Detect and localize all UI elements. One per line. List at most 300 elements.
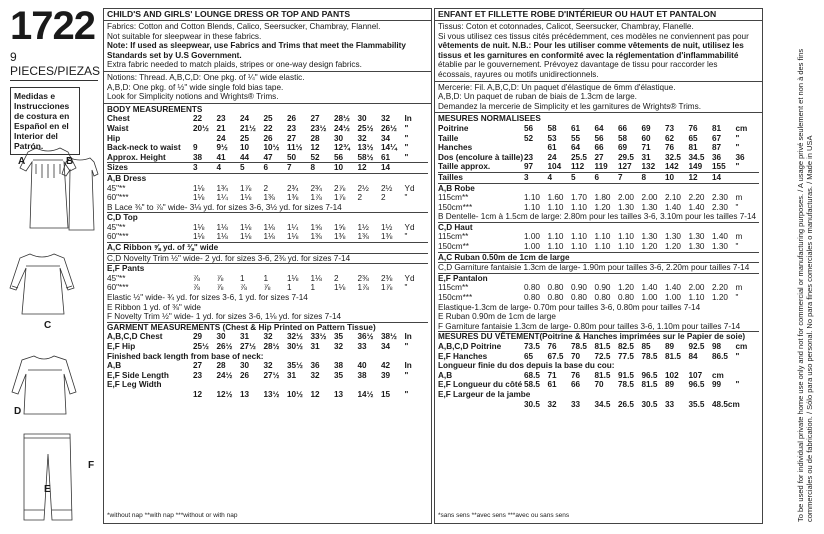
table-cell: 1.10	[547, 232, 564, 242]
table-cell: 13½	[263, 389, 280, 399]
table-cell: 30½	[287, 342, 303, 351]
table-cell	[624, 390, 648, 400]
table-cell: "	[404, 232, 408, 242]
notion-line: A,B,D: One pkg. of ½" wide single fold bias tape.	[107, 82, 284, 92]
pants-note: E Ruban 0.90m de 1cm de large	[438, 312, 556, 322]
table-cell: 1⅛	[287, 232, 299, 242]
table-cell: 0.80	[524, 283, 540, 293]
table-cell: ⅞	[263, 283, 271, 293]
fabric-line: Note: If used as sleepwear, use Fabrics and Trims that meet the Flammability	[107, 41, 406, 51]
table-cell: 1.60	[547, 193, 564, 203]
table-cell: 1.30	[665, 232, 681, 242]
table-subheader: Longueur finie du dos depuis la base du cou:	[438, 361, 615, 371]
notion-line: A,B,D: Un paquet de ruban de biais de 1.3cm de large.	[438, 92, 637, 102]
table-cell: 12	[688, 172, 698, 182]
body-measurements-table	[107, 105, 428, 163]
table-row	[438, 293, 759, 303]
row-values	[193, 163, 428, 173]
table-row	[438, 162, 759, 172]
table-cell: 1.40	[712, 232, 728, 242]
table-cell: 23	[287, 123, 297, 133]
table-cell: 2.10	[665, 193, 681, 203]
table-cell: 1⅝	[334, 222, 346, 232]
table-row	[438, 400, 759, 410]
table-cell: 32	[334, 342, 344, 351]
english-footnote: *without nap **with nap ***without or with nap	[107, 512, 238, 520]
table-cell: 1⅛	[240, 222, 252, 232]
table-cell: 1.70	[571, 193, 587, 203]
table-cell: 26½	[216, 342, 233, 351]
table-cell: 98	[712, 342, 722, 351]
table-cell: 26.5	[618, 399, 634, 409]
table-row	[107, 332, 428, 342]
table-cell: 1⅞	[310, 193, 322, 203]
fabric-line: écossais, rayures ou motifs unidirectionnels.	[438, 69, 599, 79]
table-cell: 82.5	[618, 342, 634, 351]
table-subheader: Finished back length from base of neck:	[107, 351, 264, 361]
table-row	[107, 124, 428, 134]
table-cell: 27	[193, 361, 203, 371]
table-cell	[524, 143, 548, 153]
table-cell: 41	[216, 152, 226, 162]
table-cell: 1⅛	[310, 273, 322, 283]
table-cell: 0.90	[571, 283, 587, 293]
table-cell: 1.10	[618, 242, 634, 252]
table-cell: 1.80	[594, 193, 611, 203]
table-cell: 1⅛	[193, 183, 205, 193]
table-cell: 35	[334, 332, 344, 342]
table-cell	[648, 390, 672, 400]
table-cell: 1.40	[641, 283, 658, 293]
sketch-letter-c: C	[44, 320, 52, 331]
table-row	[438, 153, 759, 163]
table-cell: 3	[524, 172, 529, 182]
row-values	[524, 203, 759, 213]
table-cell: 31	[641, 152, 651, 162]
table-cell: 119	[594, 162, 608, 172]
table-cell: 67.5	[547, 351, 564, 361]
row-label	[438, 400, 524, 410]
english-fabrics	[104, 21, 431, 72]
table-cell: 81.5	[665, 351, 681, 361]
table-cell: 1⅜	[287, 193, 299, 203]
table-cell	[736, 400, 760, 410]
pants-note: E Ribbon 1 yd. of ⅜" wide	[107, 302, 201, 312]
table-cell: 28½	[263, 342, 280, 351]
row-label: 150cm***	[438, 202, 473, 212]
table-row	[438, 203, 759, 213]
table-cell: 8	[641, 172, 647, 182]
row-label: 150cm**	[438, 242, 469, 252]
table-cell: 52	[524, 133, 534, 143]
table-cell: 77.5	[618, 351, 634, 361]
table-cell: 1.00	[665, 293, 681, 303]
table-cell: 81.5	[594, 342, 611, 351]
sketch-letter-f: F	[88, 460, 95, 471]
table-cell: 1.20	[712, 293, 728, 303]
row-label: Sizes	[107, 163, 128, 173]
table-cell: 1½	[381, 222, 393, 232]
table-cell: 1⅛	[216, 232, 228, 242]
row-values	[193, 193, 428, 203]
table-header: E,F Pantalon	[438, 273, 488, 283]
table-cell: 24½	[216, 370, 233, 380]
table-cell: 23½	[310, 123, 327, 133]
table-cell: 0.80	[547, 293, 564, 303]
sketch-letter-a: A	[18, 156, 26, 167]
row-label: 45"**	[107, 273, 126, 283]
table-cell: 2.20	[712, 283, 728, 293]
table-cell: 10½	[287, 389, 303, 399]
table-cell: 53	[547, 133, 557, 143]
table-cell: 65	[688, 133, 698, 143]
table-cell: 69	[641, 123, 651, 133]
row-label	[107, 390, 193, 400]
table-cell: 7	[287, 163, 292, 173]
row-values	[193, 232, 428, 242]
table-cell	[287, 380, 311, 390]
table-cell: 2¾	[310, 183, 322, 193]
side-legal-note	[768, 8, 814, 524]
table-cell: 36½	[357, 332, 374, 342]
table-cell	[554, 390, 578, 400]
table-cell: 2⅞	[334, 183, 346, 193]
table-cell: 38	[334, 361, 344, 371]
table-cell	[264, 380, 288, 390]
sizes-row	[107, 162, 428, 173]
table-cell: 13½	[357, 143, 374, 153]
row-values	[193, 134, 428, 144]
table-cell: 2.00	[641, 193, 658, 203]
table-cell: 78.5	[618, 380, 634, 390]
garment-measurements	[438, 331, 759, 409]
table-cell: 1.00	[524, 242, 540, 252]
table-row	[107, 193, 428, 203]
table-cell: "	[404, 389, 409, 399]
row-label: 115cm**	[438, 232, 469, 242]
pants-note: Elastic ½" wide- ¾ yd. for sizes 3-6, 1 yd. for sizes 7-14	[107, 293, 308, 303]
table-cell: "	[404, 143, 409, 153]
table-cell	[217, 380, 241, 390]
row-values	[193, 361, 428, 371]
pants-sketch	[24, 434, 72, 520]
table-cell: 2½	[381, 183, 393, 193]
table-cell: 25.5	[571, 152, 587, 162]
table-cell: 1	[263, 273, 269, 283]
table-cell: 76	[571, 370, 581, 380]
table-cell: cm	[712, 370, 724, 380]
table-cell: 23	[524, 152, 534, 162]
row-label: Poitrine	[438, 123, 469, 133]
row-label: Back-neck to waist	[107, 143, 181, 153]
table-cell: 1⅛	[334, 283, 346, 293]
table-cell: 0.80	[594, 293, 611, 303]
table-cell: 44	[240, 152, 250, 162]
table-cell: 23	[216, 114, 226, 124]
table-cell: 2.30	[712, 193, 728, 203]
table-cell: 3	[193, 163, 198, 173]
table-cell: 132	[641, 162, 656, 172]
table-cell: 1⅛	[193, 222, 205, 232]
table-cell: 1⅛	[193, 193, 205, 203]
table-cell: 68.5	[524, 370, 540, 380]
row-values	[193, 283, 428, 293]
table-header: E,F Pants	[107, 264, 145, 274]
table-cell: 1⅜	[381, 232, 393, 242]
table-cell: 0.80	[524, 293, 540, 303]
row-values	[524, 134, 759, 144]
row-label: 60"***	[107, 193, 129, 203]
table-cell: 25	[240, 133, 250, 143]
row-label: Dos (encolure à taille)	[438, 152, 524, 162]
row-label: Tailles	[438, 172, 463, 182]
table-cell: 78.5	[571, 342, 587, 351]
table-cell	[405, 163, 429, 173]
pants-note: F Garniture fantaisie 1.3cm de large- 0.80m pour tailles 3-6, 1.10m pour tailles 7-14	[438, 321, 741, 331]
table-cell: 2.00	[618, 193, 634, 203]
table-cell: 1.10	[571, 242, 587, 252]
row-values	[524, 283, 759, 293]
table-cell: 1.20	[641, 242, 658, 252]
table-cell	[736, 173, 760, 183]
table-cell: ⅞	[216, 273, 224, 283]
table-cell: 87	[712, 143, 722, 153]
table-cell: 2	[381, 193, 386, 203]
table-cell: 1.30	[618, 202, 634, 212]
table-cell: 38½	[381, 332, 397, 342]
table-cell: 1	[287, 283, 292, 293]
table-cell: 30	[334, 133, 344, 143]
french-title: ENFANT ET FILLETTE ROBE D'INTÉRIEUR OU HAUT ET PANTALON	[435, 9, 762, 21]
table-cell: 5	[240, 163, 245, 173]
table-cell: 61	[571, 123, 581, 133]
table-cell: In	[404, 114, 412, 124]
table-cell: 70	[594, 380, 604, 390]
table-cell: 102	[665, 370, 679, 380]
row-values	[193, 223, 428, 233]
table-cell: m	[735, 283, 743, 293]
table-row	[438, 232, 759, 242]
fabric-line: tissus et les garnitures en conformité avec la réglementation d'inflammabilité	[438, 50, 739, 60]
row-values	[193, 184, 428, 194]
row-label: Chest	[107, 114, 130, 124]
table-cell: 33½	[310, 332, 327, 342]
row-label: Hanches	[438, 143, 473, 153]
row-label: Waist	[107, 123, 129, 133]
table-cell: 1⅝	[310, 222, 322, 232]
row-values	[193, 114, 428, 124]
table-cell: 12	[310, 143, 320, 153]
table-cell: 27	[594, 152, 604, 162]
table-row	[438, 380, 759, 390]
row-values	[193, 124, 428, 134]
row-label: Approx. Height	[107, 152, 166, 162]
table-cell: 39	[381, 370, 391, 380]
table-cell: 34.5	[688, 152, 705, 162]
row-label: E,F Largeur de la jambe	[438, 389, 531, 399]
row-values	[524, 371, 759, 381]
table-cell: Yd	[404, 273, 415, 283]
table-cell: 32	[310, 370, 320, 380]
table-cell: 2	[357, 193, 363, 203]
pants-note: Elastique-1.3cm de large- 0.70m pour tailles 3-6, 0.80m pour tailles 7-14	[438, 302, 701, 312]
table-cell: 1¼	[287, 222, 299, 232]
table-row	[107, 371, 428, 381]
table-cell: 38	[193, 152, 203, 162]
table-cell: 12	[310, 389, 320, 399]
table-row	[107, 361, 428, 371]
table-row	[107, 163, 428, 173]
table-row	[107, 223, 428, 233]
table-cell	[381, 380, 405, 390]
table-cell: 65	[524, 351, 534, 361]
table-cell: 1	[240, 273, 245, 283]
table-cell: 32	[263, 332, 273, 342]
table-cell: 104	[547, 162, 562, 172]
table-cell: 0.80	[618, 293, 634, 303]
fabric-line: Standards set by U.S Government.	[107, 50, 242, 60]
table-cell: 33	[571, 399, 581, 409]
table-cell: 107	[688, 370, 703, 380]
table-cell: 6	[263, 163, 269, 173]
row-label: E,F Hanches	[438, 351, 488, 361]
table-cell: 81.5	[641, 380, 658, 390]
table-cell: 9½	[216, 143, 228, 153]
table-cell: 1⅜	[310, 232, 322, 242]
english-tables	[104, 104, 431, 401]
table-cell: 0.80	[571, 293, 587, 303]
table-cell: 1½	[357, 222, 369, 232]
table-cell: 6	[594, 172, 600, 182]
row-label: 150cm***	[438, 293, 473, 303]
table-cell: 91.5	[618, 370, 634, 380]
table-cell: "	[735, 293, 739, 303]
table-cell: 48.5cm	[712, 399, 740, 409]
fabric-line: Si vous utilisez ces tissus cités précédemment, ces modèles ne conviennent pas pour	[438, 31, 749, 41]
row-values	[193, 390, 428, 400]
table-cell: 1.10	[594, 242, 611, 252]
table-cell: 14¼	[381, 143, 397, 153]
fabric-line: Tissus: Coton et cotonnades, Calicot, Seersucker, Chambray, Flanelle.	[438, 22, 694, 31]
table-cell: 14	[712, 172, 722, 182]
body-measurements-table	[438, 114, 759, 172]
table-cell: 1	[310, 283, 316, 293]
table-cell: 12	[193, 389, 203, 399]
table-cell: 12¾	[334, 143, 350, 153]
table-cell: 0.80	[547, 283, 564, 293]
row-values	[524, 232, 759, 242]
table-cell: 2⅜	[357, 273, 369, 283]
table-cell: 33	[665, 399, 675, 409]
table-cell	[311, 380, 335, 390]
table-cell: 55	[571, 133, 581, 143]
table-cell: 1.00	[524, 232, 540, 242]
table-cell: 28½	[334, 114, 350, 124]
table-cell: cm	[735, 342, 748, 351]
table-cell: 1.10	[618, 232, 634, 242]
table-cell: 1⅛	[216, 222, 228, 232]
table-cell: 155	[712, 162, 726, 172]
table-cell: 60	[641, 133, 651, 143]
table-header: BODY MEASUREMENTS	[107, 104, 203, 114]
dress-yardage	[107, 173, 428, 212]
row-values	[193, 153, 428, 163]
table-cell: 149	[688, 162, 703, 172]
table-cell: 1.40	[665, 283, 681, 293]
table-row	[107, 143, 428, 153]
table-cell: 35½	[287, 361, 303, 371]
table-header: A,B Robe	[438, 183, 475, 193]
table-cell: 64	[594, 123, 604, 133]
table-cell: 1⅛	[240, 232, 252, 242]
table-cell: 1.30	[641, 202, 658, 212]
table-cell: 13	[334, 389, 344, 399]
table-cell: Yd	[404, 222, 415, 232]
table-cell: 31	[240, 332, 250, 342]
table-cell: 10	[240, 143, 250, 153]
table-cell: 12	[357, 163, 367, 173]
table-cell: 142	[665, 162, 679, 172]
table-cell: 2	[334, 273, 339, 283]
table-cell: 33	[357, 342, 367, 351]
table-cell: 50	[287, 152, 297, 162]
table-row	[438, 342, 759, 352]
table-cell: 58	[547, 123, 557, 133]
table-cell	[742, 390, 766, 400]
fabric-line: Fabrics: Cotton and Cotton Blends, Calico, Seersucker, Chambray, Flannel.	[107, 22, 381, 31]
table-cell: 32	[547, 399, 557, 409]
table-cell: 69	[618, 143, 628, 153]
table-cell: 76	[665, 143, 675, 153]
table-row	[438, 193, 759, 203]
english-title: CHILD'S AND GIRLS' LOUNGE DRESS OR TOP AND PANTS	[104, 9, 431, 21]
table-cell: 25	[263, 114, 273, 124]
table-cell: 1.20	[594, 202, 611, 212]
table-cell: 27	[287, 133, 297, 143]
row-label: 60"***	[107, 232, 129, 242]
row-values	[524, 193, 759, 203]
table-cell: 30	[216, 332, 226, 342]
garment-measurements	[107, 322, 428, 400]
table-cell: 15	[381, 389, 391, 399]
french-tables	[435, 113, 762, 410]
table-cell: 32	[263, 361, 273, 371]
row-label: Taille	[438, 133, 459, 143]
table-cell: 34.5	[594, 399, 611, 409]
table-cell: 61	[381, 152, 391, 162]
table-cell: 27½	[263, 370, 280, 380]
table-cell	[577, 390, 601, 400]
sketch-letter-d: D	[14, 406, 22, 417]
table-cell: 58.5	[524, 380, 540, 390]
table-cell	[193, 380, 217, 390]
table-cell: ⅞	[216, 283, 224, 293]
table-header: C,D Haut	[438, 222, 473, 232]
table-cell: 61	[547, 380, 557, 390]
table-cell: 66	[594, 143, 604, 153]
table-row	[438, 124, 759, 134]
table-header: GARMENT MEASUREMENTS (Chest & Hip Printed on Pattern Tissue)	[107, 322, 376, 332]
ribbon-note: A,C Ribbon ⅝ yd. of ⅜" wide	[107, 242, 428, 253]
table-cell: 5	[571, 172, 576, 182]
table-cell: 47	[263, 152, 273, 162]
row-label: A,B	[107, 361, 122, 371]
english-notions	[104, 72, 431, 104]
table-cell: 32½	[287, 332, 303, 342]
table-cell: "	[735, 242, 739, 252]
table-cell: 30	[357, 114, 367, 124]
table-cell: 29	[193, 332, 203, 342]
